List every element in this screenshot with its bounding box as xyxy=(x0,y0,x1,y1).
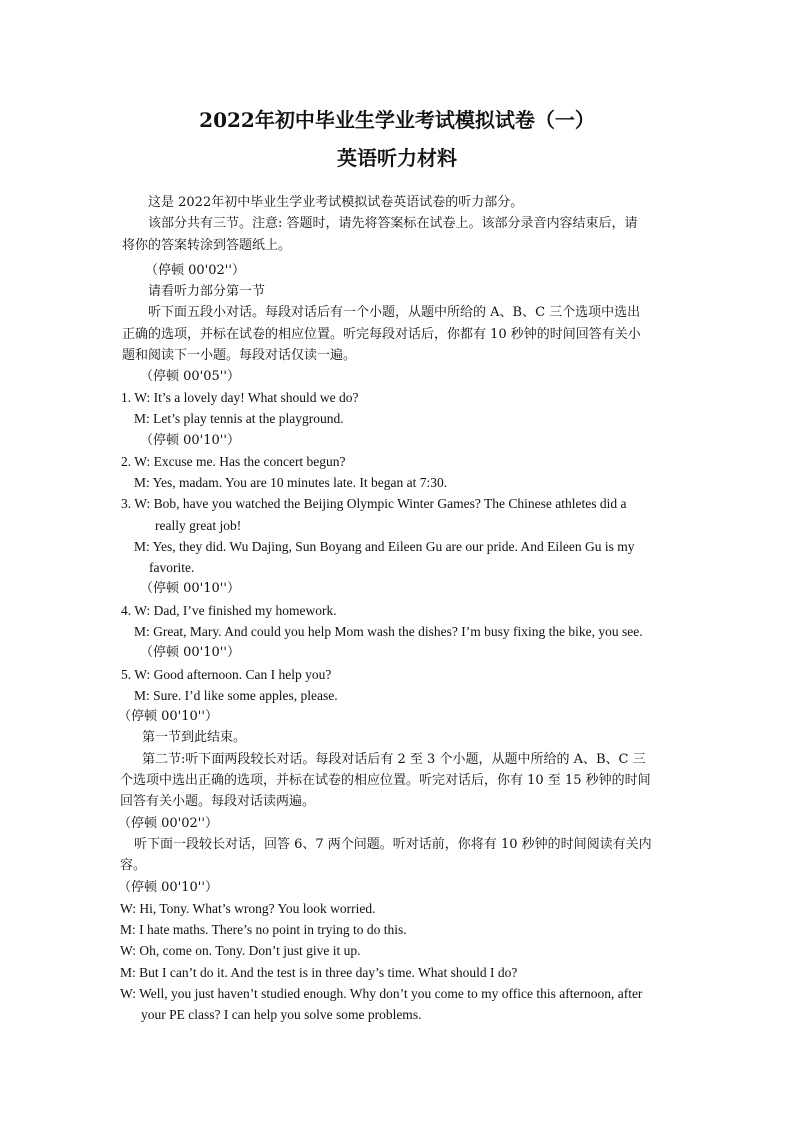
q3-man-line-1: M: Yes, they did. Wu Dajing, Sun Boyang and Eileen Gu are our pride. And Eileen Gu is my xyxy=(134,539,635,554)
intro-line-2: 该部分共有三节。注意: 答题时，请先将答案标在试卷上。该部分录音内容结束后，请 xyxy=(148,216,638,231)
section2-instruction-1: 第二节:听下面两段较长对话。每段对话后有 2 至 3 个小题，从题中所给的 A、B、C 三 xyxy=(142,752,646,767)
section1-instruction-3: 题和阅读下一小题。每段对话仅读一遍。 xyxy=(122,348,357,363)
pause-marker: （停顿 00'10''） xyxy=(140,645,240,660)
q4-man-line: M: Great, Mary. And could you help Mom wash the dishes? I’m busy fixing the bike, you see. xyxy=(134,624,643,639)
q3-man-line-2: favorite. xyxy=(149,560,195,575)
pause-marker: （停顿 00'10''） xyxy=(118,709,218,724)
dialogue-line: M: I hate maths. There’s no point in trying to do this. xyxy=(120,922,407,937)
pause-marker: （停顿 00'10''） xyxy=(140,433,240,448)
dialogue-line: W: Well, you just haven’t studied enough. Why don’t you come to my office this afternoon, after xyxy=(120,986,643,1001)
pause-marker: （停顿 00'05''） xyxy=(140,369,240,384)
q2-man-line: M: Yes, madam. You are 10 minutes late. It began at 7:30. xyxy=(134,475,448,490)
section2-instruction-3: 回答有关小题。每段对话读两遍。 xyxy=(120,794,316,809)
pause-marker: （停顿 00'10''） xyxy=(118,880,218,895)
q3-woman-line-1: 3. W: Bob, have you watched the Beijing Olympic Winter Games? The Chinese athletes did a xyxy=(121,496,627,511)
dialogue-line: W: Oh, come on. Tony. Don’t just give it up. xyxy=(120,943,361,958)
q1-man-line: M: Let’s play tennis at the playground. xyxy=(134,411,344,426)
dialogue-intro-2: 容。 xyxy=(120,858,147,873)
dialogue-line: M: But I can’t do it. And the test is in three day’s time. What should I do? xyxy=(120,965,518,980)
q5-woman-line: 5. W: Good afternoon. Can I help you? xyxy=(121,667,332,682)
intro-line-3: 将你的答案转涂到答题纸上。 xyxy=(122,238,292,253)
dialogue-intro-1: 听下面一段较长对话，回答 6、7 两个问题。听对话前，你将有 10 秒钟的时间阅读有关内 xyxy=(134,837,652,852)
pause-marker: （停顿 00'10''） xyxy=(140,581,240,596)
document-title: 2022年初中毕业生学业考试模拟试卷（一） xyxy=(199,108,595,132)
document-subtitle: 英语听力材料 xyxy=(337,146,457,170)
q5-man-line: M: Sure. I’d like some apples, please. xyxy=(134,688,338,703)
q3-woman-line-2: really great job! xyxy=(155,518,242,533)
pause-marker: （停顿 00'02''） xyxy=(118,816,218,831)
q4-woman-line: 4. W: Dad, I’ve finished my homework. xyxy=(121,603,337,618)
section1-end: 第一节到此结束。 xyxy=(142,730,247,745)
pause-marker: （停顿 00'02''） xyxy=(145,263,245,278)
q2-woman-line: 2. W: Excuse me. Has the concert begun? xyxy=(121,454,346,469)
intro-line-1: 这是 2022年初中毕业生学业考试模拟试卷英语试卷的听力部分。 xyxy=(148,195,524,210)
dialogue-line: W: Hi, Tony. What’s wrong? You look worried. xyxy=(120,901,376,916)
section1-start: 请看听力部分第一节 xyxy=(148,284,266,299)
q1-woman-line: 1. W: It’s a lovely day! What should we do? xyxy=(121,390,359,405)
section2-instruction-2: 个选项中选出正确的选项，并标在试卷的相应位置。听完对话后，你有 10 至 15 秒钟的时间 xyxy=(120,773,651,788)
dialogue-line: your PE class? I can help you solve some problems. xyxy=(141,1007,422,1022)
section1-instruction-2: 正确的选项，并标在试卷的相应位置。听完每段对话后，你都有 10 秒钟的时间回答有关小 xyxy=(122,327,641,342)
section1-instruction-1: 听下面五段小对话。每段对话后有一个小题，从题中所给的 A、B、C 三个选项中选出 xyxy=(148,305,641,320)
